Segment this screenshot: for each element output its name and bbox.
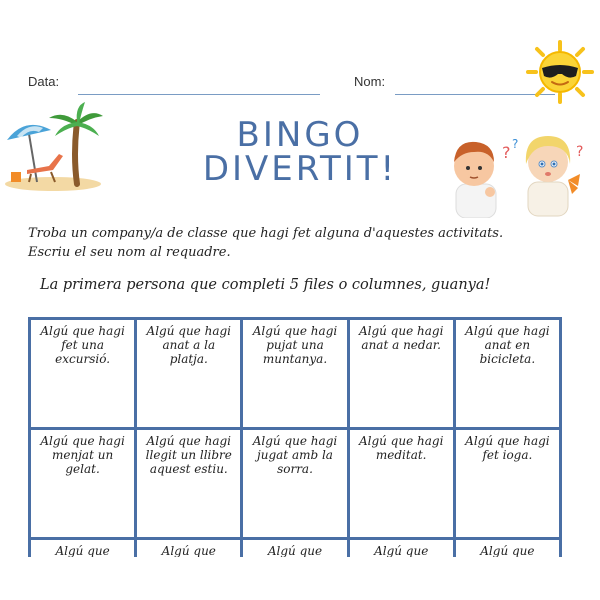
svg-text:?: ? xyxy=(512,137,519,151)
bingo-cell[interactable]: Algú que hagi pujat una muntanya. xyxy=(243,320,349,430)
instructions-line-2: Escriu el seu nom al requadre. xyxy=(28,245,231,260)
bingo-cell[interactable]: Algú que hagi anat a nedar. xyxy=(350,320,456,430)
bingo-cell[interactable]: Algú que xyxy=(31,540,137,557)
bingo-cell[interactable]: Algú que hagi anat a la platja. xyxy=(137,320,243,430)
svg-text:?: ? xyxy=(576,144,584,160)
bingo-cell[interactable]: Algú que xyxy=(137,540,243,557)
date-label: Data: xyxy=(28,74,60,89)
bingo-cell[interactable]: Algú que hagi llegit un llibre aquest estiu. xyxy=(137,430,243,540)
bingo-cell[interactable]: Algú que hagi fet una excursió. xyxy=(31,320,137,430)
sun-with-sunglasses-icon xyxy=(522,40,598,104)
bingo-cell[interactable]: Algú que hagi fet ioga. xyxy=(456,430,562,540)
bingo-cell[interactable]: Algú que hagi anat en bicicleta. xyxy=(456,320,562,430)
svg-text:?: ? xyxy=(502,143,511,162)
bingo-cell[interactable]: Algú que hagi meditat. xyxy=(350,430,456,540)
bingo-cell[interactable]: Algú que hagi jugat amb la sorra. xyxy=(243,430,349,540)
bingo-grid xyxy=(28,317,562,557)
instructions-line-1: Troba un company/a de classe que hagi fet alguna d'aquestes activitats. xyxy=(28,226,504,241)
title-line-1: BINGO xyxy=(236,115,364,155)
bingo-grid-viewport xyxy=(28,317,562,557)
bingo-cell[interactable]: Algú que hagi menjat un gelat. xyxy=(31,430,137,540)
name-label: Nom: xyxy=(354,74,386,89)
bingo-cell[interactable]: Algú que xyxy=(350,540,456,557)
bingo-cell[interactable]: Algú que xyxy=(456,540,562,557)
bingo-cell[interactable]: Algú que xyxy=(243,540,349,557)
title-line-2: DIVERTIT! xyxy=(202,149,398,189)
winning-rule: La primera persona que completi 5 files o columnes, guanya! xyxy=(40,277,491,293)
thinking-kids-icon xyxy=(444,122,594,218)
beach-umbrella-palm-icon xyxy=(3,100,105,192)
date-field[interactable] xyxy=(78,94,320,95)
